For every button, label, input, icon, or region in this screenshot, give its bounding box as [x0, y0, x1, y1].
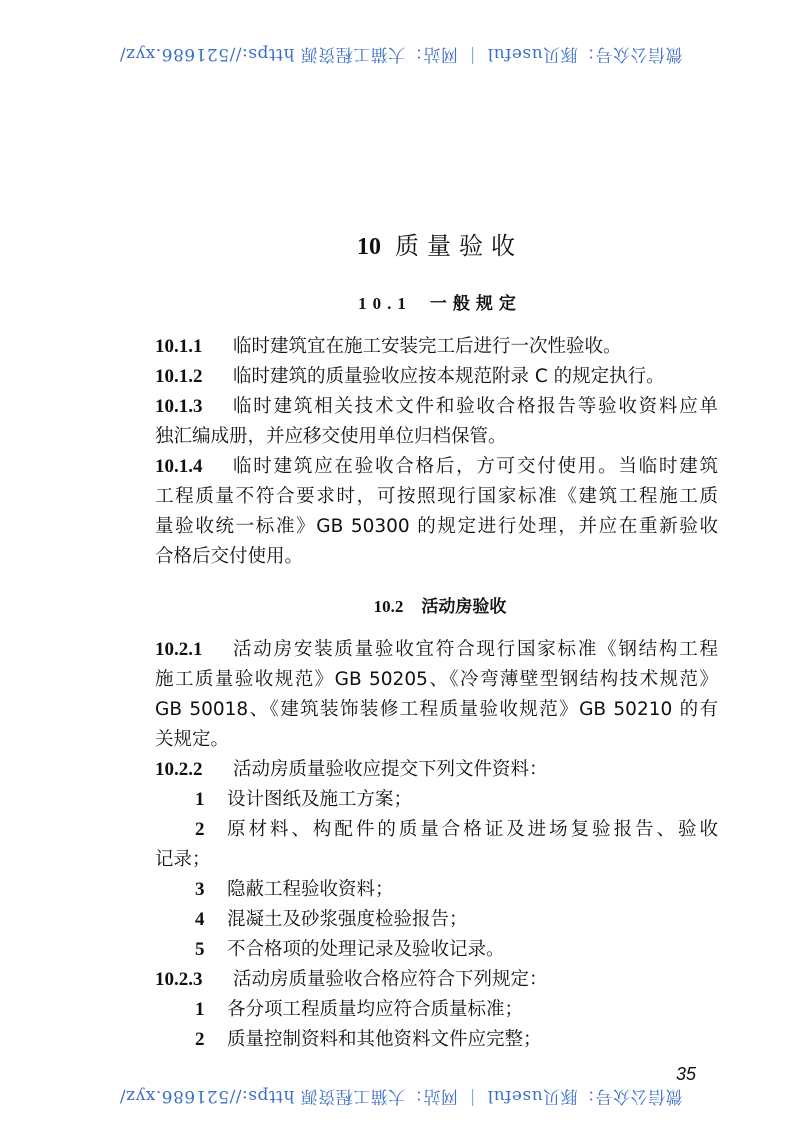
line-text: 施工质量验收规范》GB 50205、《冷弯薄壁型钢结构技术规范》 — [155, 669, 718, 690]
line-text: 隐蔽工程验收资料； — [227, 879, 394, 900]
clause-number: 10.1.3 — [155, 396, 203, 417]
continuation-line — [155, 725, 718, 755]
continuation-line — [155, 845, 718, 875]
clause-number: 10.2.2 — [155, 759, 203, 780]
clause-line — [155, 392, 718, 422]
watermark-bottom: 微信公众号：豚贝useful ｜ 网站：大猫工程资源 https://521686.xyz/ — [119, 1086, 683, 1106]
clause-number: 10.2.3 — [155, 969, 203, 990]
line-text: 临时建筑的质量验收应按本规范附录 C 的规定执行。 — [233, 366, 665, 387]
section-number: 10.2 — [373, 597, 404, 616]
list-item-number: 5 — [195, 939, 205, 960]
line-text: 记录； — [155, 849, 211, 870]
chapter-title — [300, 226, 580, 261]
continuation-line — [155, 512, 718, 542]
clause-number: 10.1.1 — [155, 336, 203, 357]
list-item — [155, 1025, 718, 1055]
list-item-number: 3 — [195, 879, 205, 900]
clause-line — [155, 362, 718, 392]
line-text: 临时建筑相关技术文件和验收合格报告等验收资料应单 — [233, 396, 718, 417]
line-text: 活动房质量验收合格应符合下列规定： — [233, 969, 548, 990]
continuation-line — [155, 665, 718, 695]
line-text: 质量控制资料和其他资料文件应完整； — [227, 1029, 542, 1050]
chapter-number: 10 — [357, 234, 381, 260]
section-title: 活动房验收 — [421, 597, 507, 617]
line-text: 临时建筑宜在施工安装完工后进行一次性验收。 — [233, 336, 622, 357]
continuation-line — [155, 482, 718, 512]
clause-number: 10.1.4 — [155, 456, 203, 477]
line-text: 关规定。 — [155, 729, 230, 750]
list-item — [155, 905, 718, 935]
line-text: 混凝土及砂浆强度检验报告； — [227, 909, 468, 930]
line-text: 合格后交付使用。 — [155, 546, 304, 567]
list-item-number: 2 — [195, 819, 205, 840]
clause-number: 10.2.1 — [155, 639, 203, 660]
line-text: 独汇编成册，并应移交使用单位归档保管。 — [155, 426, 507, 447]
line-text: 活动房质量验收应提交下列文件资料： — [233, 759, 548, 780]
section-heading — [300, 592, 580, 617]
line-text: 量验收统一标准》GB 50300 的规定进行处理，并应在重新验收 — [155, 516, 718, 537]
list-item — [155, 875, 718, 905]
section-number: 10.1 — [358, 294, 412, 313]
list-item — [155, 995, 718, 1025]
line-text: 工程质量不符合要求时，可按照现行国家标准《建筑工程施工质 — [155, 486, 718, 507]
line-text: 原材料、构配件的质量合格证及进场复验报告、验收 — [227, 819, 718, 840]
watermark-top: 微信公众号：豚贝useful ｜ 网站：大猫工程资源 https://521686.xyz/ — [119, 44, 683, 64]
list-item-number: 1 — [195, 999, 205, 1020]
section-heading — [300, 289, 580, 314]
line-text: 设计图纸及施工方案； — [227, 789, 413, 810]
list-item — [155, 785, 718, 815]
continuation-line — [155, 695, 718, 725]
list-item-number: 4 — [195, 909, 205, 930]
list-item-number: 1 — [195, 789, 205, 810]
line-text: 活动房安装质量验收宜符合现行国家标准《钢结构工程 — [233, 639, 718, 660]
line-text: 临时建筑应在验收合格后，方可交付使用。当临时建筑 — [233, 456, 718, 477]
line-text: 各分项工程质量均应符合质量标准； — [227, 999, 524, 1020]
clause-line — [155, 635, 718, 665]
clause-line — [155, 332, 718, 362]
list-item — [155, 815, 718, 845]
line-text: GB 50018、《建筑装饰装修工程质量验收规范》GB 50210 的有 — [155, 699, 718, 720]
line-text: 不合格项的处理记录及验收记录。 — [227, 939, 505, 960]
clause-line — [155, 965, 718, 995]
continuation-line — [155, 542, 718, 572]
continuation-line — [155, 422, 718, 452]
section-title: 一般规定 — [429, 294, 522, 314]
list-item-number: 2 — [195, 1029, 205, 1050]
page-number: 35 — [676, 1064, 697, 1084]
clause-line — [155, 755, 718, 785]
chapter-title-text: 质量验收 — [395, 232, 523, 260]
list-item — [155, 935, 718, 965]
clause-number: 10.1.2 — [155, 366, 203, 387]
clause-line — [155, 452, 718, 482]
